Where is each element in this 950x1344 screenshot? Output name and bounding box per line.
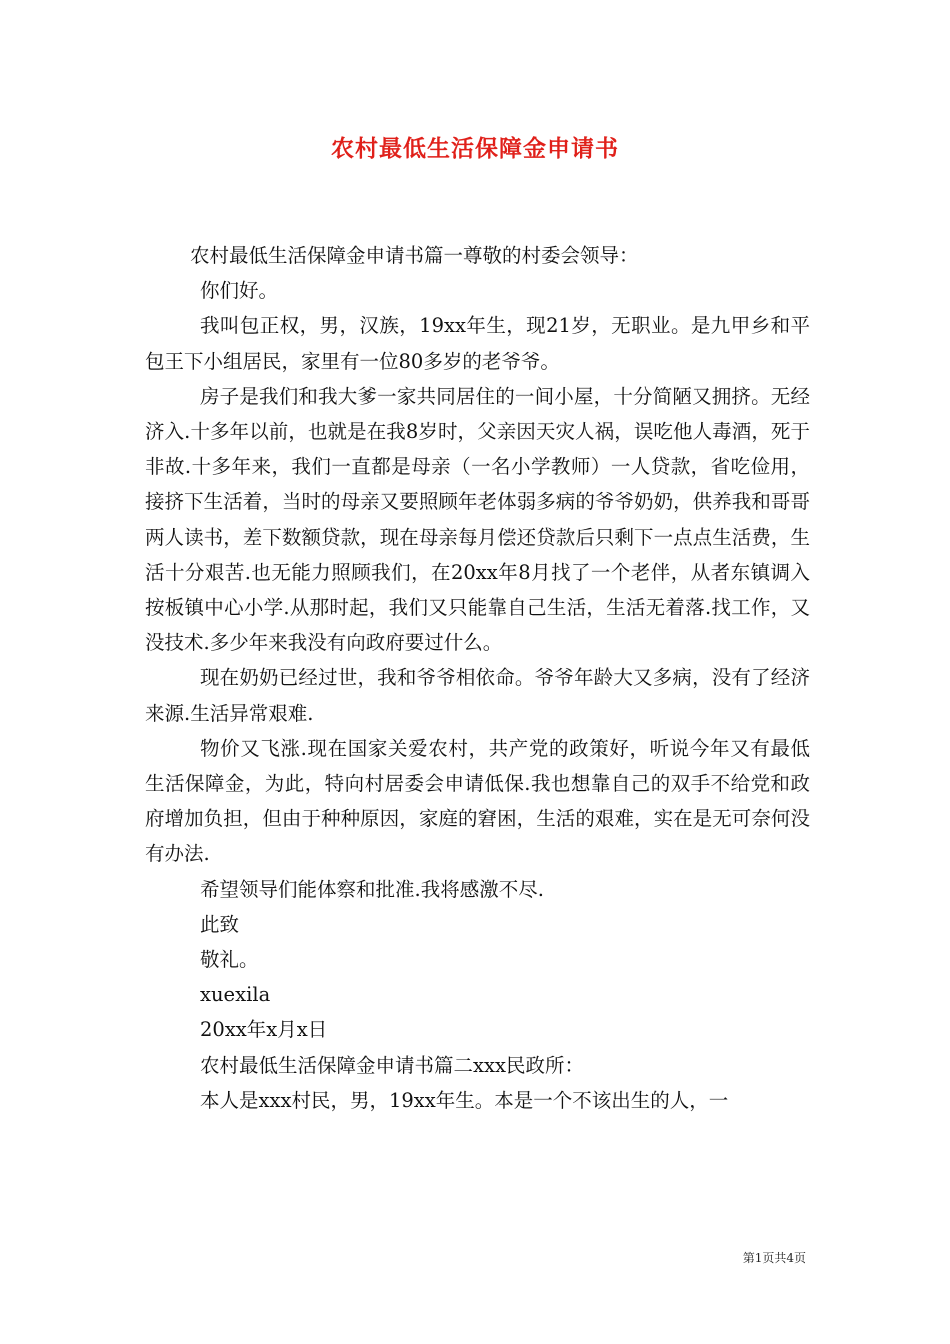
paragraph-hope: 希望领导们能体察和批准.我将感激不尽.: [200, 877, 544, 901]
signature-name: xuexila: [200, 983, 271, 1007]
paragraph-greeting: 你们好。: [200, 279, 279, 303]
document-body: [145, 238, 810, 1118]
paragraph-request: 物价又飞涨.现在国家关爱农村，共产党的政策好，听说今年又有最低生活保障金，为此，特向村居委会申请低保.我也想靠自己的双手不给党和政府增加负担，但由于种种原因，家庭的窘困，生活的艰难，实在是无可奈何没有办法.: [145, 736, 810, 866]
paragraph-intro: 我叫包正权，男，汉族，19xx年生，现21岁，无职业。是九甲乡和平包王下小组居民，家里有一位80多岁的老爷爷。: [145, 314, 810, 373]
page-number: 第1页共4页: [742, 1251, 806, 1265]
closing-ci-zhi: 此致: [200, 912, 240, 936]
closing-jing-li: 敬礼。: [200, 948, 259, 972]
paragraph-section-two-heading: 农村最低生活保障金申请书篇二xxx民政所：: [200, 1053, 584, 1077]
paragraph-section-two-intro: 本人是xxx村民，男，19xx年生。本是一个不该出生的人，一: [200, 1088, 729, 1112]
paragraph-family-situation: 房子是我们和我大爹一家共同居住的一间小屋，十分简陋又拥挤。无经济入.十多年以前，也就是在我8岁时，父亲因天灾人祸，误吃他人毒酒，死于非故.十多年来，我们一直都是母亲（一名小学教师）一人贷款，省吃俭用，接挤下生活着，当时的母亲又要照顾年老体弱多病的爷爷奶奶，供养我和哥哥两人读书，差下数额贷款，现在母亲每月偿还贷款后只剩下一点点生活费，生活十分艰苦.也无能力照顾我们，在20xx年8月找了一个老伴，从者东镇调入按板镇中心小学.从那时起，我们又只能靠自己生活，生活无着落.找工作，又没技术.多少年来我没有向政府要过什么。: [145, 384, 810, 655]
signature-date: 20xx年x月x日: [200, 1018, 328, 1042]
document-title: 农村最低生活保障金申请书: [331, 135, 619, 162]
paragraph-current-status: 现在奶奶已经过世，我和爷爷相依命。爷爷年龄大又多病，没有了经济来源.生活异常艰难.: [145, 666, 810, 725]
paragraph-salutation: 农村最低生活保障金申请书篇一尊敬的村委会领导：: [190, 244, 639, 267]
